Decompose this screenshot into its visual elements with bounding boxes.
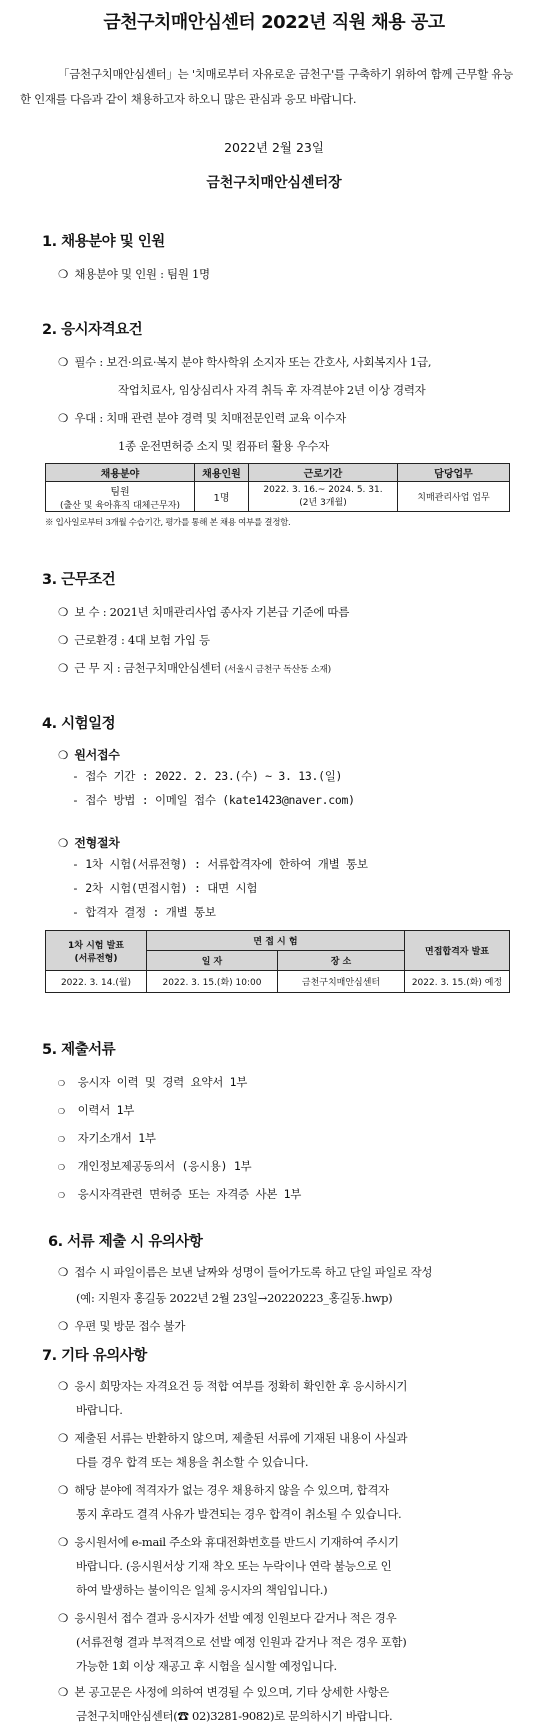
section-2-heading: 2. 응시자격요건 xyxy=(42,322,143,338)
note-5-line-3: 가능한 1회 이상 재공고 후 시험을 실시할 예정입니다. xyxy=(76,1659,337,1673)
table-row xyxy=(46,971,510,993)
col-header-interview: 면 접 시 험 xyxy=(147,931,405,951)
cell-duty: 치매관리사업 업무 xyxy=(398,482,510,512)
cell-final-result: 2022. 3. 15.(화) 예정 xyxy=(405,971,510,993)
selection-step-1: - 1차 시험(서류전형) : 서류합격자에 한하여 개별 통보 xyxy=(72,857,368,871)
cell-period: 2022. 3. 16.~ 2024. 5. 31. (2년 3개월) xyxy=(249,482,398,512)
section-1-heading: 1. 채용분야 및 인원 xyxy=(42,234,165,250)
circle-bullet-icon: ❍ xyxy=(58,661,69,675)
note-4-line-2: 바랍니다. (응시원서상 기재 착오 또는 누락이나 연락 불능으로 인 xyxy=(76,1559,392,1573)
circle-bullet-icon: ❍ xyxy=(58,1265,69,1279)
circle-bullet-icon: ❍ xyxy=(58,1075,65,1089)
recruitment-table xyxy=(45,463,510,512)
circle-bullet-icon: ❍ xyxy=(58,411,69,425)
subsection-selection: ❍ 전형절차 xyxy=(58,836,120,850)
notice-page xyxy=(0,8,548,1728)
circle-bullet-icon: ❍ xyxy=(58,748,69,762)
circle-bullet-icon: ❍ xyxy=(58,1319,69,1333)
circle-bullet-icon: ❍ xyxy=(58,633,69,647)
submission-rule-2: ❍ 우편 및 방문 접수 불가 xyxy=(58,1319,186,1333)
note-1-line-2: 바랍니다. xyxy=(76,1403,123,1417)
section-2-line-3: ❍ 우대 : 치매 관련 분야 경력 및 치매전문인력 교육 이수자 xyxy=(58,411,346,425)
exam-schedule-table xyxy=(45,930,510,993)
section-1-line-1: ❍ 채용분야 및 인원 : 팀원 1명 xyxy=(58,267,210,281)
note-2-line-2: 다를 경우 합격 또는 채용을 취소할 수 있습니다. xyxy=(76,1455,309,1469)
circle-bullet-icon: ❍ xyxy=(58,1483,69,1497)
section-3-line-2: ❍ 근로환경 : 4대 보험 가입 등 xyxy=(58,633,210,647)
cell-count: 1명 xyxy=(195,482,249,512)
subsection-application: ❍ 원서접수 xyxy=(58,748,120,762)
circle-bullet-icon: ❍ xyxy=(58,1611,69,1625)
note-1-line-1: ❍ 응시 희망자는 자격요건 등 적합 여부를 정확히 확인한 후 응시하시기 xyxy=(58,1379,408,1393)
note-3-line-1: ❍ 해당 분야에 적격자가 없는 경우 채용하지 않을 수 있으며, 합격자 xyxy=(58,1483,389,1497)
section-3-line-3: ❍ 근 무 지 : 금천구치매안심센터 (서울시 금천구 독산동 소재) xyxy=(58,661,331,675)
note-6-line-2: 금천구치매안심센터(☎ 02)3281-9082)로 문의하시기 바랍니다. xyxy=(76,1709,393,1723)
submission-rule-1: ❍ 접수 시 파일이름은 보낸 날짜와 성명이 들어가도록 하고 단일 파일로 작성 xyxy=(58,1265,433,1279)
section-7-heading: 7. 기타 유의사항 xyxy=(42,1348,147,1364)
circle-bullet-icon: ❍ xyxy=(58,836,69,850)
section-2-line-1: ❍ 필수 : 보건·의료·복지 분야 학사학위 소지자 또는 간호사, 사회복지사 1급, xyxy=(58,355,432,369)
circle-bullet-icon: ❍ xyxy=(58,1187,65,1201)
notice-date: 2022년 2월 23일 xyxy=(224,140,324,155)
document-3: ❍ 자기소개서 1부 xyxy=(58,1131,156,1145)
intro-paragraph: 「금천구치매안심센터」는 '치매로부터 자유로운 금천구'를 구축하기 위하여 함께 근무할 유능한 인재를 다음과 같이 채용하고자 하오니 많은 관심과 응모 바랍니다. xyxy=(20,67,513,106)
col-header-date: 일 자 xyxy=(147,951,278,971)
cell-interview-date: 2022. 3. 15.(화) 10:00 xyxy=(147,971,278,993)
section-3-line-1: ❍ 보 수 : 2021년 치매관리사업 종사자 기본급 기준에 따름 xyxy=(58,605,350,619)
section-6-heading: 6. 서류 제출 시 유의사항 xyxy=(48,1234,203,1250)
section-2-line-2: 작업치료사, 임상심리사 자격 취득 후 자격분야 2년 이상 경력자 xyxy=(118,383,426,397)
organization-name: 금천구치매안심센터장 xyxy=(206,175,342,191)
probation-note: ※ 입사일로부터 3개월 수습기간, 평가를 통해 본 채용 여부를 결정함. xyxy=(45,518,291,528)
note-3-line-2: 통지 후라도 결격 사유가 발견되는 경우 합격이 취소될 수 있습니다. xyxy=(76,1507,402,1521)
note-5-line-1: ❍ 응시원서 접수 결과 응시자가 선발 예정 인원보다 같거나 적은 경우 xyxy=(58,1611,397,1625)
col-header-count: 채용인원 xyxy=(195,464,249,482)
circle-bullet-icon: ❍ xyxy=(58,1131,65,1145)
section-2-line-4: 1종 운전면허증 소지 및 컴퓨터 활용 우수자 xyxy=(118,439,329,453)
note-5-line-2: (서류전형 결과 부적격으로 선발 예정 인원과 같거나 적은 경우 포함) xyxy=(76,1635,407,1649)
circle-bullet-icon: ❍ xyxy=(58,1159,65,1173)
document-4: ❍ 개인정보제공동의서 (응시용) 1부 xyxy=(58,1159,252,1173)
section-4-heading: 4. 시험일정 xyxy=(42,716,116,732)
col-header-final-result: 면접합격자 발표 xyxy=(405,931,510,971)
submission-rule-example: (예: 지원자 홍길동 2022년 2월 23일→20220223_홍길동.hwp) xyxy=(76,1291,393,1305)
col-header-duty: 담당업무 xyxy=(398,464,510,482)
circle-bullet-icon: ❍ xyxy=(58,1103,65,1117)
document-1: ❍ 응시자 이력 및 경력 요약서 1부 xyxy=(58,1075,248,1089)
selection-step-3: - 합격자 결정 : 개별 통보 xyxy=(72,905,216,919)
circle-bullet-icon: ❍ xyxy=(58,1379,69,1393)
cell-field: 팀원 (출산 및 육아휴직 대체근무자) xyxy=(46,482,195,512)
cell-first-result: 2022. 3. 14.(월) xyxy=(46,971,147,993)
document-2: ❍ 이력서 1부 xyxy=(58,1103,135,1117)
circle-bullet-icon: ❍ xyxy=(58,355,69,369)
table-row xyxy=(46,482,510,512)
col-header-place: 장 소 xyxy=(278,951,405,971)
application-period: - 접수 기간 : 2022. 2. 23.(수) ~ 3. 13.(일) xyxy=(72,769,343,783)
circle-bullet-icon: ❍ xyxy=(58,267,69,281)
note-2-line-1: ❍ 제출된 서류는 반환하지 않으며, 제출된 서류에 기재된 내용이 사실과 xyxy=(58,1431,408,1445)
note-4-line-3: 하여 발생하는 불이익은 일체 응시자의 책임입니다.) xyxy=(76,1583,328,1597)
circle-bullet-icon: ❍ xyxy=(58,605,69,619)
page-title: 금천구치매안심센터 2022년 직원 채용 공고 xyxy=(103,12,445,33)
note-6-line-1: ❍ 본 공고문은 사정에 의하여 변경될 수 있으며, 기타 상세한 사항은 xyxy=(58,1685,389,1699)
selection-step-2: - 2차 시험(면접시험) : 대면 시험 xyxy=(72,881,258,895)
application-method: - 접수 방법 : 이메일 접수 (kate1423@naver.com) xyxy=(72,793,355,807)
note-4-line-1: ❍ 응시원서에 e-mail 주소와 휴대전화번호를 반드시 기재하여 주시기 xyxy=(58,1535,399,1549)
col-header-first-result: 1차 시험 발표 (서류전형) xyxy=(46,931,147,971)
col-header-field: 채용분야 xyxy=(46,464,195,482)
document-5: ❍ 응시자격관련 면허증 또는 자격증 사본 1부 xyxy=(58,1187,302,1201)
col-header-period: 근로기간 xyxy=(249,464,398,482)
circle-bullet-icon: ❍ xyxy=(58,1535,69,1549)
section-3-heading: 3. 근무조건 xyxy=(42,572,116,588)
section-5-heading: 5. 제출서류 xyxy=(42,1042,116,1058)
circle-bullet-icon: ❍ xyxy=(58,1431,69,1445)
cell-interview-place: 금천구치매안심센터 xyxy=(278,971,405,993)
circle-bullet-icon: ❍ xyxy=(58,1685,69,1699)
